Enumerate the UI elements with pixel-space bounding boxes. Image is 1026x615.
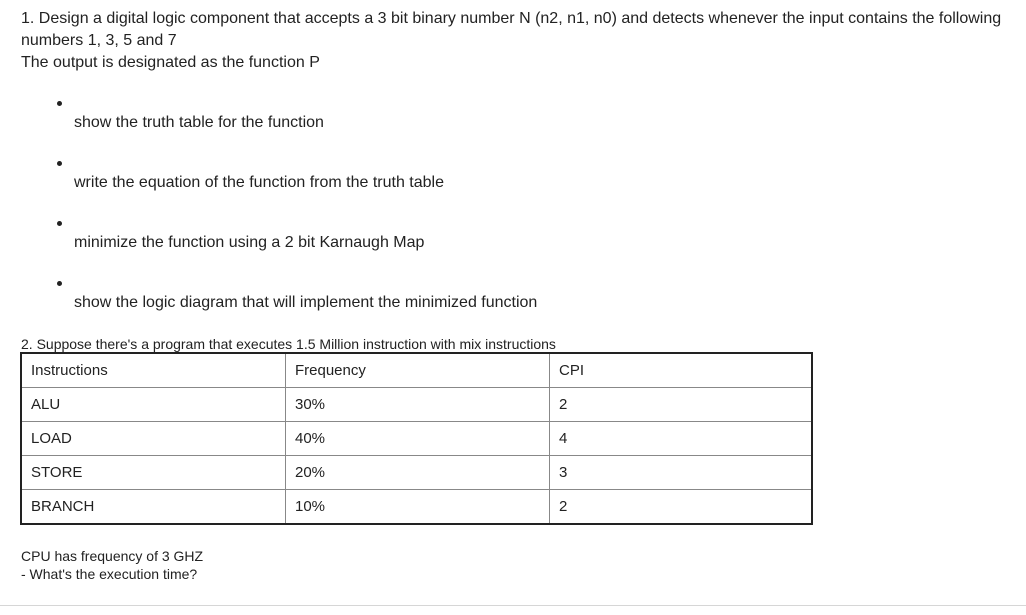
- task-item: [0, 161, 700, 201]
- table-cell: STORE: [21, 456, 286, 490]
- cpu-frequency-text: CPU has frequency of 3 GHZ: [21, 548, 204, 564]
- task-text: write the equation of the function from the truth table: [74, 174, 444, 191]
- task-item: [0, 281, 700, 321]
- task-item: [0, 221, 700, 261]
- question-1: [21, 8, 1021, 74]
- column-header: Frequency: [286, 353, 550, 388]
- table-row: [21, 456, 812, 490]
- column-header: CPI: [550, 353, 813, 388]
- question-2-footer: [21, 547, 203, 583]
- question-1-line-3: The output is designated as the function P: [21, 54, 320, 71]
- bullet-icon: [57, 221, 62, 226]
- table-row: [21, 422, 812, 456]
- execution-time-prompt: - What's the execution time?: [21, 566, 198, 582]
- task-item: [0, 101, 700, 141]
- table-cell: BRANCH: [21, 490, 286, 525]
- table-cell: 30%: [286, 388, 550, 422]
- task-text: show the logic diagram that will implement the minimized function: [74, 294, 538, 311]
- bottom-divider: [0, 605, 1026, 606]
- bullet-icon: [57, 161, 62, 166]
- table-row: [21, 490, 812, 525]
- column-header: Instructions: [21, 353, 286, 388]
- table-cell: 10%: [286, 490, 550, 525]
- table-cell: 3: [550, 456, 813, 490]
- question-2-heading: 2. Suppose there's a program that executes 1.5 Million instruction with mix instructions: [21, 336, 556, 352]
- question-1-line-2: numbers 1, 3, 5 and 7: [21, 32, 177, 49]
- table-cell: 40%: [286, 422, 550, 456]
- bullet-icon: [57, 281, 62, 286]
- table-cell: 4: [550, 422, 813, 456]
- table-header-row: [21, 353, 812, 388]
- table-cell: LOAD: [21, 422, 286, 456]
- task-text: show the truth table for the function: [74, 114, 324, 131]
- task-text: minimize the function using a 2 bit Karnaugh Map: [74, 234, 425, 251]
- table-cell: ALU: [21, 388, 286, 422]
- question-1-line-1: 1. Design a digital logic component that accepts a 3 bit binary number N (n2, n1, n0) and detects whenever the input contains the following: [21, 10, 1002, 27]
- table-row: [21, 388, 812, 422]
- table-cell: 2: [550, 388, 813, 422]
- instruction-mix-table: [20, 352, 813, 525]
- bullet-icon: [57, 101, 62, 106]
- table-cell: 2: [550, 490, 813, 525]
- table-cell: 20%: [286, 456, 550, 490]
